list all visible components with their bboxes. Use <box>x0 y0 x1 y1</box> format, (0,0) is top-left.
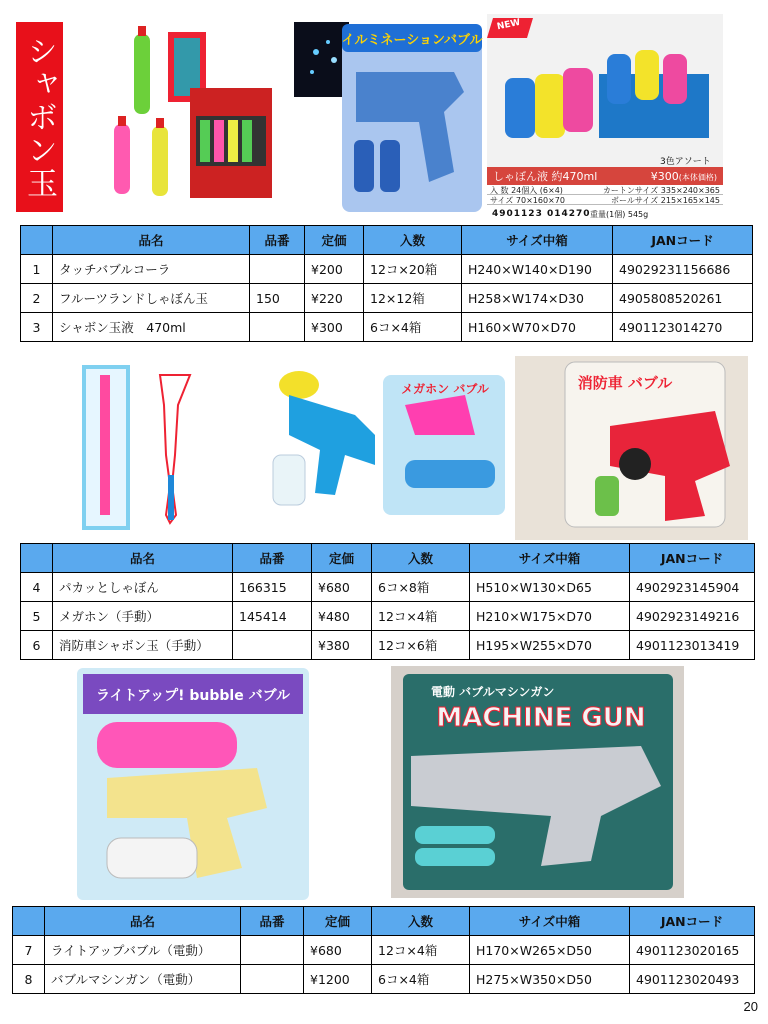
header-jan: JANコード <box>613 226 753 255</box>
header-no <box>21 226 53 255</box>
catalog-spec-row: 入 数 24個入 (6×4) カートンサイズ 335×240×365 <box>487 185 723 195</box>
catalog-spec-row: サイズ 70×160×70 ボールサイズ 215×165×145 <box>487 195 723 205</box>
row-size: H170×W265×D50 <box>470 936 630 965</box>
row-qty: 12コ×6箱 <box>372 631 470 660</box>
row-no: 6 <box>21 631 53 660</box>
product-image-megaphone <box>265 365 510 525</box>
row-price: ¥680 <box>312 573 372 602</box>
row-qty: 6コ×4箱 <box>364 313 462 342</box>
header-code: 品番 <box>233 544 312 573</box>
row-name: フルーツランドしゃぼん玉 <box>53 284 250 313</box>
row-price: ¥300 <box>305 313 364 342</box>
header-jan: JANコード <box>630 907 755 936</box>
catalog-price-bar <box>487 167 723 185</box>
catalog-jan-code: 4901123 014270 <box>492 209 591 219</box>
catalog-spec-rows <box>487 185 723 205</box>
product-image-pakatto-bubble <box>80 365 200 530</box>
row-size: H240×W140×D190 <box>462 255 613 284</box>
product-table-2 <box>20 543 755 660</box>
product-image-coca-cola-bubble <box>104 26 274 206</box>
row-size: H210×W175×D70 <box>470 602 630 631</box>
header-price: 定価 <box>305 226 364 255</box>
header-size: サイズ中箱 <box>470 544 630 573</box>
row-size: H258×W174×D30 <box>462 284 613 313</box>
row-code: 145414 <box>233 602 312 631</box>
table-row <box>21 631 755 660</box>
header-qty: 入数 <box>372 544 470 573</box>
megaphone-title: メガホン バブル <box>401 382 489 396</box>
row-name: メガホン（手動） <box>53 602 233 631</box>
header-no <box>13 907 45 936</box>
row-jan: 4902923145904 <box>630 573 755 602</box>
row-no: 8 <box>13 965 45 994</box>
header-qty: 入数 <box>364 226 462 255</box>
page-number: 20 <box>743 999 758 1014</box>
page-title: シャボン玉 <box>16 22 63 212</box>
row-name: 消防車シャボン玉（手動） <box>53 631 233 660</box>
machine-gun-title: MACHINE GUN <box>436 703 646 733</box>
row-jan: 4901123014270 <box>613 313 753 342</box>
row-no: 2 <box>21 284 53 313</box>
catalog-assort-text: 3色アソート <box>660 157 711 167</box>
table-row <box>21 255 753 284</box>
row-name: ライトアップバブル（電動） <box>45 936 241 965</box>
new-badge: NEW <box>496 17 522 33</box>
row-jan: 4902923149216 <box>630 602 755 631</box>
product-table-3 <box>12 906 755 994</box>
row-no: 3 <box>21 313 53 342</box>
row-code <box>241 936 304 965</box>
row-qty: 12×12箱 <box>364 284 462 313</box>
catalog-weight: 重量(1個) 545g <box>590 210 649 219</box>
row-code <box>250 255 305 284</box>
row-name: バブルマシンガン（電動） <box>45 965 241 994</box>
row-qty: 6コ×8箱 <box>372 573 470 602</box>
product-image-fire-truck <box>515 356 748 540</box>
row-jan: 4901123020493 <box>630 965 755 994</box>
row-size: H510×W130×D65 <box>470 573 630 602</box>
row-code: 166315 <box>233 573 312 602</box>
table-row <box>13 936 755 965</box>
row-size: H160×W70×D70 <box>462 313 613 342</box>
row-code: 150 <box>250 284 305 313</box>
table-header-row <box>21 544 755 573</box>
row-jan: 49029231156686 <box>613 255 753 284</box>
row-price: ¥220 <box>305 284 364 313</box>
row-jan: 4905808520261 <box>613 284 753 313</box>
row-price: ¥680 <box>304 936 372 965</box>
row-price: ¥380 <box>312 631 372 660</box>
product-image-illumination-gun <box>294 22 484 214</box>
row-size: H195×W255×D70 <box>470 631 630 660</box>
row-price: ¥1200 <box>304 965 372 994</box>
svg-text:イルミネーションバブル: イルミネーションバブル <box>341 33 483 48</box>
row-code <box>233 631 312 660</box>
product-table-1 <box>20 225 753 342</box>
row-qty: 6コ×4箱 <box>372 965 470 994</box>
row-qty: 12コ×4箱 <box>372 936 470 965</box>
row-code <box>241 965 304 994</box>
header-no <box>21 544 53 573</box>
row-qty: 12コ×4箱 <box>372 602 470 631</box>
table-row <box>21 284 753 313</box>
row-price: ¥200 <box>305 255 364 284</box>
row-qty: 12コ×20箱 <box>364 255 462 284</box>
table-row <box>21 602 755 631</box>
table-row <box>21 573 755 602</box>
row-code <box>250 313 305 342</box>
row-no: 4 <box>21 573 53 602</box>
header-name: 品名 <box>53 226 250 255</box>
fire-truck-title: 消防車 バブル <box>577 374 673 392</box>
header-size: サイズ中箱 <box>470 907 630 936</box>
row-jan: 4901123013419 <box>630 631 755 660</box>
header-code: 品番 <box>241 907 304 936</box>
row-no: 5 <box>21 602 53 631</box>
header-code: 品番 <box>250 226 305 255</box>
row-jan: 4901123020165 <box>630 936 755 965</box>
product-image-light-up-bubble <box>77 668 309 900</box>
row-price: ¥480 <box>312 602 372 631</box>
row-name: シャボン玉液 470ml <box>53 313 250 342</box>
header-name: 品名 <box>45 907 241 936</box>
header-name: 品名 <box>53 544 233 573</box>
catalog-price: ¥300(本体価格) <box>650 169 717 183</box>
table-row <box>13 965 755 994</box>
catalog-product-name: しゃぼん液 約470ml <box>493 170 598 183</box>
header-price: 定価 <box>304 907 372 936</box>
row-name: タッチバブルコーラ <box>53 255 250 284</box>
header-price: 定価 <box>312 544 372 573</box>
header-jan: JANコード <box>630 544 755 573</box>
header-qty: 入数 <box>372 907 470 936</box>
product-image-bubble-liquid <box>487 14 723 168</box>
table-row <box>21 313 753 342</box>
row-no: 7 <box>13 936 45 965</box>
product-image-machine-gun <box>391 666 684 898</box>
row-no: 1 <box>21 255 53 284</box>
row-name: パカッとしゃぼん <box>53 573 233 602</box>
row-size: H275×W350×D50 <box>470 965 630 994</box>
machine-gun-subtitle: 電動 バブルマシンガン <box>431 685 555 699</box>
light-up-title: ライトアップ! bubble バブル <box>95 688 291 704</box>
table-header-row <box>21 226 753 255</box>
table-header-row <box>13 907 755 936</box>
header-size: サイズ中箱 <box>462 226 613 255</box>
